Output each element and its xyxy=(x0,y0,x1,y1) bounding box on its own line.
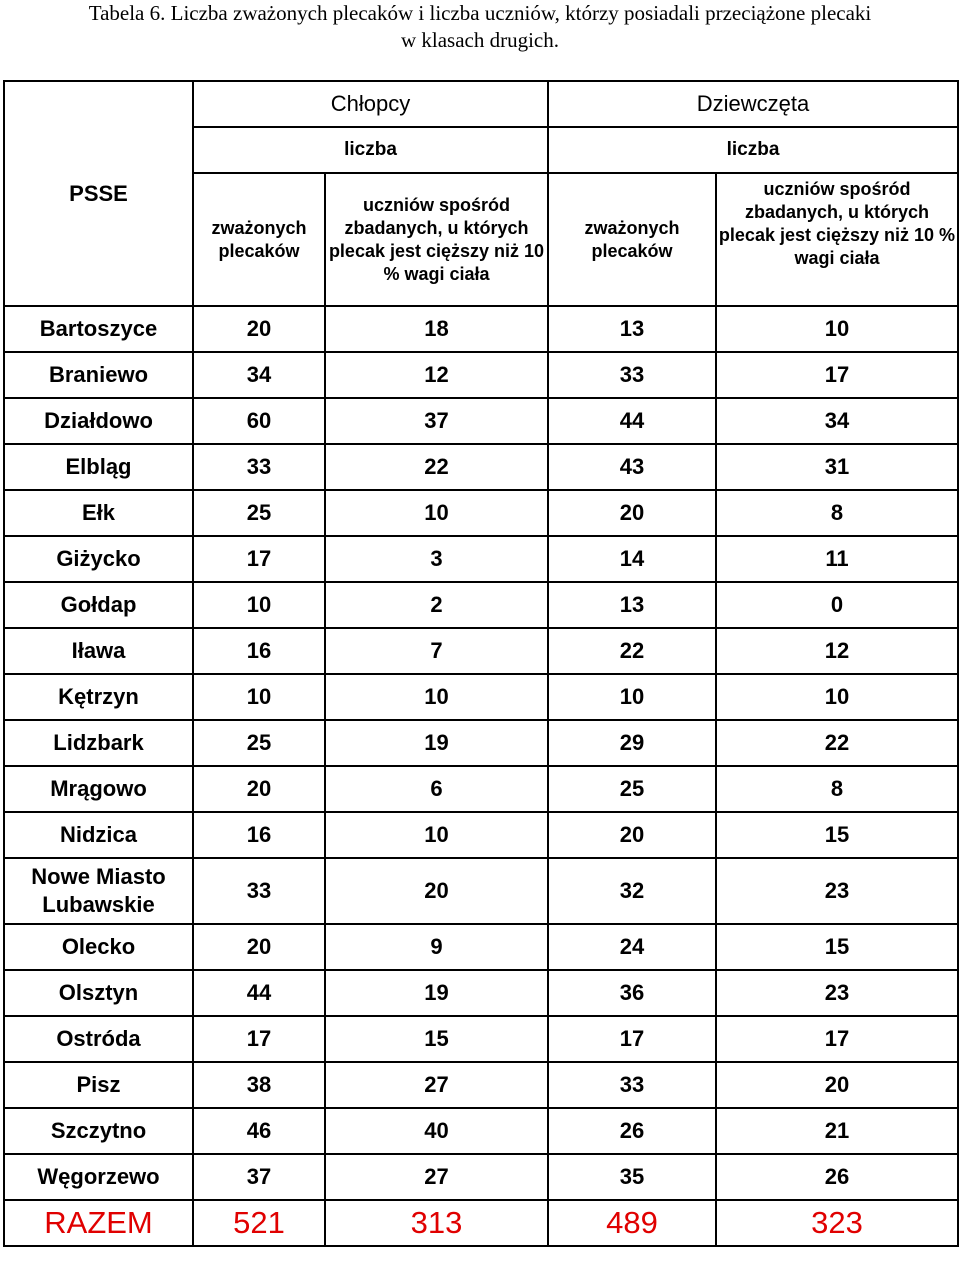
header-boys-overloaded: uczniów spośród zbadanych, u których plecak jest cięższy niż 10 % wagi ciała xyxy=(325,173,548,306)
table-row xyxy=(4,1062,958,1108)
girls-weighed-cell: 14 xyxy=(548,536,716,582)
table-row xyxy=(4,628,958,674)
table-row xyxy=(4,582,958,628)
table-row xyxy=(4,924,958,970)
total-girls-weighed-cell: 489 xyxy=(548,1200,716,1246)
boys-overloaded-cell: 10 xyxy=(325,812,548,858)
girls-weighed-cell: 25 xyxy=(548,766,716,812)
boys-weighed-cell: 10 xyxy=(193,674,325,720)
boys-overloaded-cell: 7 xyxy=(325,628,548,674)
boys-overloaded-cell: 15 xyxy=(325,1016,548,1062)
girls-weighed-cell: 13 xyxy=(548,306,716,352)
psse-name-cell: Ostróda xyxy=(4,1016,193,1062)
girls-overloaded-cell: 31 xyxy=(716,444,958,490)
boys-overloaded-cell: 19 xyxy=(325,970,548,1016)
psse-name-cell: Nowe Miasto Lubawskie xyxy=(4,858,193,924)
table-row xyxy=(4,352,958,398)
girls-overloaded-cell: 10 xyxy=(716,674,958,720)
psse-name-cell: Lidzbark xyxy=(4,720,193,766)
header-girls-liczba: liczba xyxy=(548,127,958,173)
boys-overloaded-cell: 6 xyxy=(325,766,548,812)
boys-weighed-cell: 25 xyxy=(193,720,325,766)
girls-overloaded-cell: 23 xyxy=(716,858,958,924)
boys-weighed-cell: 37 xyxy=(193,1154,325,1200)
table-row xyxy=(4,720,958,766)
header-psse: PSSE xyxy=(4,81,193,306)
psse-name-cell: Węgorzewo xyxy=(4,1154,193,1200)
table-caption xyxy=(0,0,960,54)
boys-overloaded-cell: 40 xyxy=(325,1108,548,1154)
caption-line-2: w klasach drugich. xyxy=(400,28,560,52)
boys-weighed-cell: 46 xyxy=(193,1108,325,1154)
girls-overloaded-cell: 21 xyxy=(716,1108,958,1154)
psse-name-cell: Elbląg xyxy=(4,444,193,490)
psse-name-cell: Iława xyxy=(4,628,193,674)
psse-name-cell: Olsztyn xyxy=(4,970,193,1016)
header-girls-weighed: zważonych plecaków xyxy=(548,173,716,306)
girls-overloaded-cell: 20 xyxy=(716,1062,958,1108)
header-boys: Chłopcy xyxy=(193,81,548,127)
boys-weighed-cell: 20 xyxy=(193,924,325,970)
backpack-table xyxy=(3,80,959,1247)
girls-overloaded-cell: 11 xyxy=(716,536,958,582)
boys-overloaded-cell: 20 xyxy=(325,858,548,924)
boys-weighed-cell: 60 xyxy=(193,398,325,444)
girls-weighed-cell: 36 xyxy=(548,970,716,1016)
boys-weighed-cell: 20 xyxy=(193,766,325,812)
girls-weighed-cell: 20 xyxy=(548,490,716,536)
header-girls: Dziewczęta xyxy=(548,81,958,127)
boys-overloaded-cell: 27 xyxy=(325,1062,548,1108)
girls-overloaded-cell: 23 xyxy=(716,970,958,1016)
girls-overloaded-cell: 8 xyxy=(716,490,958,536)
girls-weighed-cell: 22 xyxy=(548,628,716,674)
caption-line-1: Tabela 6. Liczba zważonych plecaków i liczba uczniów, którzy posiadali przeciążone plecaki xyxy=(88,1,872,25)
boys-overloaded-cell: 22 xyxy=(325,444,548,490)
girls-weighed-cell: 35 xyxy=(548,1154,716,1200)
boys-weighed-cell: 33 xyxy=(193,858,325,924)
table-row xyxy=(4,1016,958,1062)
boys-overloaded-cell: 12 xyxy=(325,352,548,398)
girls-weighed-cell: 32 xyxy=(548,858,716,924)
boys-weighed-cell: 17 xyxy=(193,536,325,582)
psse-name-cell: Olecko xyxy=(4,924,193,970)
total-psse-name-cell: RAZEM xyxy=(4,1200,193,1246)
table-row xyxy=(4,398,958,444)
boys-weighed-cell: 38 xyxy=(193,1062,325,1108)
psse-name-cell: Kętrzyn xyxy=(4,674,193,720)
table-row xyxy=(4,812,958,858)
psse-name-cell: Bartoszyce xyxy=(4,306,193,352)
boys-overloaded-cell: 10 xyxy=(325,490,548,536)
table-row xyxy=(4,444,958,490)
girls-overloaded-cell: 12 xyxy=(716,628,958,674)
boys-overloaded-cell: 19 xyxy=(325,720,548,766)
girls-overloaded-cell: 0 xyxy=(716,582,958,628)
total-boys-overloaded-cell: 313 xyxy=(325,1200,548,1246)
girls-overloaded-cell: 26 xyxy=(716,1154,958,1200)
boys-weighed-cell: 16 xyxy=(193,628,325,674)
table-row xyxy=(4,306,958,352)
girls-weighed-cell: 10 xyxy=(548,674,716,720)
boys-overloaded-cell: 9 xyxy=(325,924,548,970)
psse-name-cell: Działdowo xyxy=(4,398,193,444)
girls-weighed-cell: 13 xyxy=(548,582,716,628)
girls-overloaded-cell: 17 xyxy=(716,352,958,398)
psse-name-cell: Szczytno xyxy=(4,1108,193,1154)
boys-weighed-cell: 16 xyxy=(193,812,325,858)
psse-name-cell: Ełk xyxy=(4,490,193,536)
girls-weighed-cell: 33 xyxy=(548,352,716,398)
girls-overloaded-cell: 10 xyxy=(716,306,958,352)
table-row xyxy=(4,536,958,582)
boys-overloaded-cell: 37 xyxy=(325,398,548,444)
header-girls-overloaded: uczniów spośród zbadanych, u których plecak jest cięższy niż 10 % wagi ciała xyxy=(716,173,958,306)
total-girls-overloaded-cell: 323 xyxy=(716,1200,958,1246)
table-row xyxy=(4,970,958,1016)
girls-weighed-cell: 43 xyxy=(548,444,716,490)
header-boys-liczba: liczba xyxy=(193,127,548,173)
boys-overloaded-cell: 3 xyxy=(325,536,548,582)
header-boys-weighed: zważonych plecaków xyxy=(193,173,325,306)
boys-weighed-cell: 33 xyxy=(193,444,325,490)
girls-weighed-cell: 20 xyxy=(548,812,716,858)
table-row xyxy=(4,490,958,536)
girls-overloaded-cell: 15 xyxy=(716,812,958,858)
table-row xyxy=(4,1108,958,1154)
girls-overloaded-cell: 34 xyxy=(716,398,958,444)
total-row xyxy=(4,1200,958,1246)
boys-weighed-cell: 17 xyxy=(193,1016,325,1062)
girls-overloaded-cell: 17 xyxy=(716,1016,958,1062)
psse-name-cell: Gołdap xyxy=(4,582,193,628)
psse-name-cell: Braniewo xyxy=(4,352,193,398)
boys-overloaded-cell: 10 xyxy=(325,674,548,720)
table-row xyxy=(4,674,958,720)
table-row xyxy=(4,766,958,812)
girls-overloaded-cell: 22 xyxy=(716,720,958,766)
girls-overloaded-cell: 8 xyxy=(716,766,958,812)
psse-name-cell: Mrągowo xyxy=(4,766,193,812)
boys-weighed-cell: 44 xyxy=(193,970,325,1016)
boys-overloaded-cell: 2 xyxy=(325,582,548,628)
girls-weighed-cell: 17 xyxy=(548,1016,716,1062)
psse-name-cell: Nidzica xyxy=(4,812,193,858)
girls-overloaded-cell: 15 xyxy=(716,924,958,970)
boys-weighed-cell: 25 xyxy=(193,490,325,536)
psse-name-cell: Pisz xyxy=(4,1062,193,1108)
boys-overloaded-cell: 18 xyxy=(325,306,548,352)
girls-weighed-cell: 33 xyxy=(548,1062,716,1108)
girls-weighed-cell: 29 xyxy=(548,720,716,766)
boys-overloaded-cell: 27 xyxy=(325,1154,548,1200)
girls-weighed-cell: 26 xyxy=(548,1108,716,1154)
table-row xyxy=(4,1154,958,1200)
table-row xyxy=(4,858,958,924)
girls-weighed-cell: 24 xyxy=(548,924,716,970)
girls-weighed-cell: 44 xyxy=(548,398,716,444)
boys-weighed-cell: 20 xyxy=(193,306,325,352)
boys-weighed-cell: 34 xyxy=(193,352,325,398)
psse-name-cell: Giżycko xyxy=(4,536,193,582)
total-boys-weighed-cell: 521 xyxy=(193,1200,325,1246)
boys-weighed-cell: 10 xyxy=(193,582,325,628)
